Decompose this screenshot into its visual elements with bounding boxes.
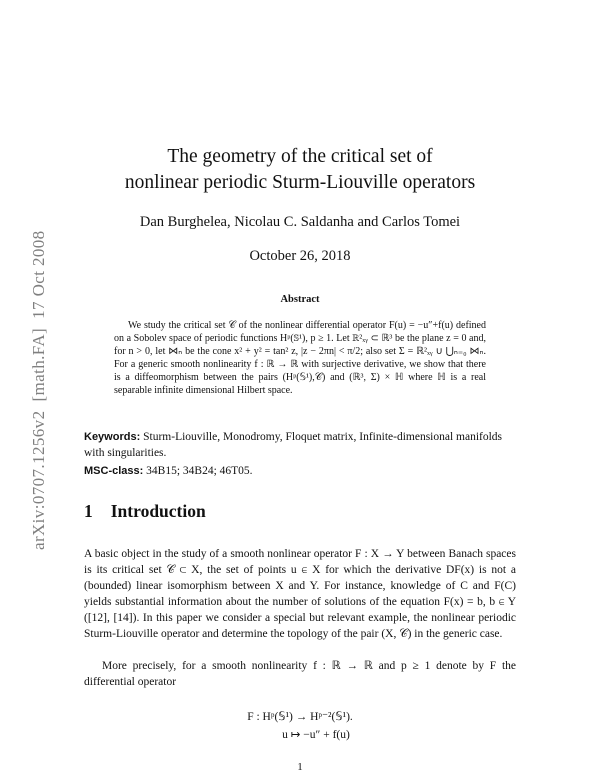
abstract-heading: Abstract: [280, 294, 320, 305]
keywords-text: Sturm-Liouville, Monodromy, Floquet matrix, Infinite-dimensional manifolds with singularities.: [84, 431, 503, 459]
arxiv-side-stamp: [29, 221, 49, 550]
intro-paragraph-2: More precisely, for a smooth nonlinearity f : ℝ → ℝ and p ≥ 1 denote by F the differential operator: [84, 660, 516, 688]
display-equation-line-2: u ↦ −u″ + f(u): [282, 729, 350, 741]
authors: Dan Burghelea, Nicolau C. Saldanha and Carlos Tomei: [139, 214, 461, 230]
section-number: 1: [84, 501, 93, 521]
title-line-1: The geometry of the critical set of: [167, 146, 433, 167]
arxiv-category: [math.FA]: [29, 327, 48, 402]
arxiv-id: arXiv:0707.1256v2: [29, 410, 48, 550]
section-title: Introduction: [110, 501, 206, 521]
msc-text: 34B15; 34B24; 46T05.: [146, 465, 253, 477]
section-heading: [84, 501, 206, 522]
msc-label: MSC-class:: [84, 465, 144, 477]
display-equation-line-1: F : Hᵖ(𝕊¹) → Hᵖ⁻²(𝕊¹).: [247, 711, 353, 723]
keywords-label: Keywords:: [84, 431, 141, 443]
intro-paragraph-1: A basic object in the study of a smooth nonlinear operator F : X → Y between Banach spaces is its critical set 𝒞 ⊂ X, the set of points u ∈ X for which the derivative DF(x) is not a (bounded) linear isomorphism between X and Y. For instance, knowledge of C and F(C) yields substantial information about the number of solutions of the equation F(x) = b, b ∈ Y ([12], [14]). In this paper we consider a special but relevant example, the nonlinear periodic Sturm-Liouville operator and determine the topology of the pair (X, 𝒞) in the generic case.: [84, 548, 516, 640]
paper-title: [60, 144, 540, 196]
keywords: [84, 429, 516, 461]
page-number: 1: [297, 761, 303, 773]
msc-class: [84, 465, 516, 477]
paper-date: October 26, 2018: [249, 248, 351, 264]
abstract-text: We study the critical set 𝒞 of the nonlinear differential operator F(u) = −u″+f(u) defined on a Sobolev space of periodic functions Hᵖ(𝕊¹), p ≥ 1. Let ℝ²ₓᵧ ⊂ ℝ³ be the plane z = 0 and, for n > 0, let ⋈ₙ be the cone x² + y² = tan² z, |z − 2πn| < π/2; also set Σ = ℝ²ₓᵧ ∪ ⋃ₙ₌₀ ⋈ₙ. For a generic smooth nonlinearity f : ℝ → ℝ with surjective derivative, we show that there is a diffeomorphism between the pairs (Hᵖ(𝕊¹),𝒞) and (ℝ³, Σ) × ℍ where ℍ is a real separable infinite dimensional Hilbert space.: [114, 320, 486, 396]
arxiv-date: 17 Oct 2008: [29, 230, 48, 319]
title-line-2: nonlinear periodic Sturm-Liouville operators: [124, 172, 476, 193]
